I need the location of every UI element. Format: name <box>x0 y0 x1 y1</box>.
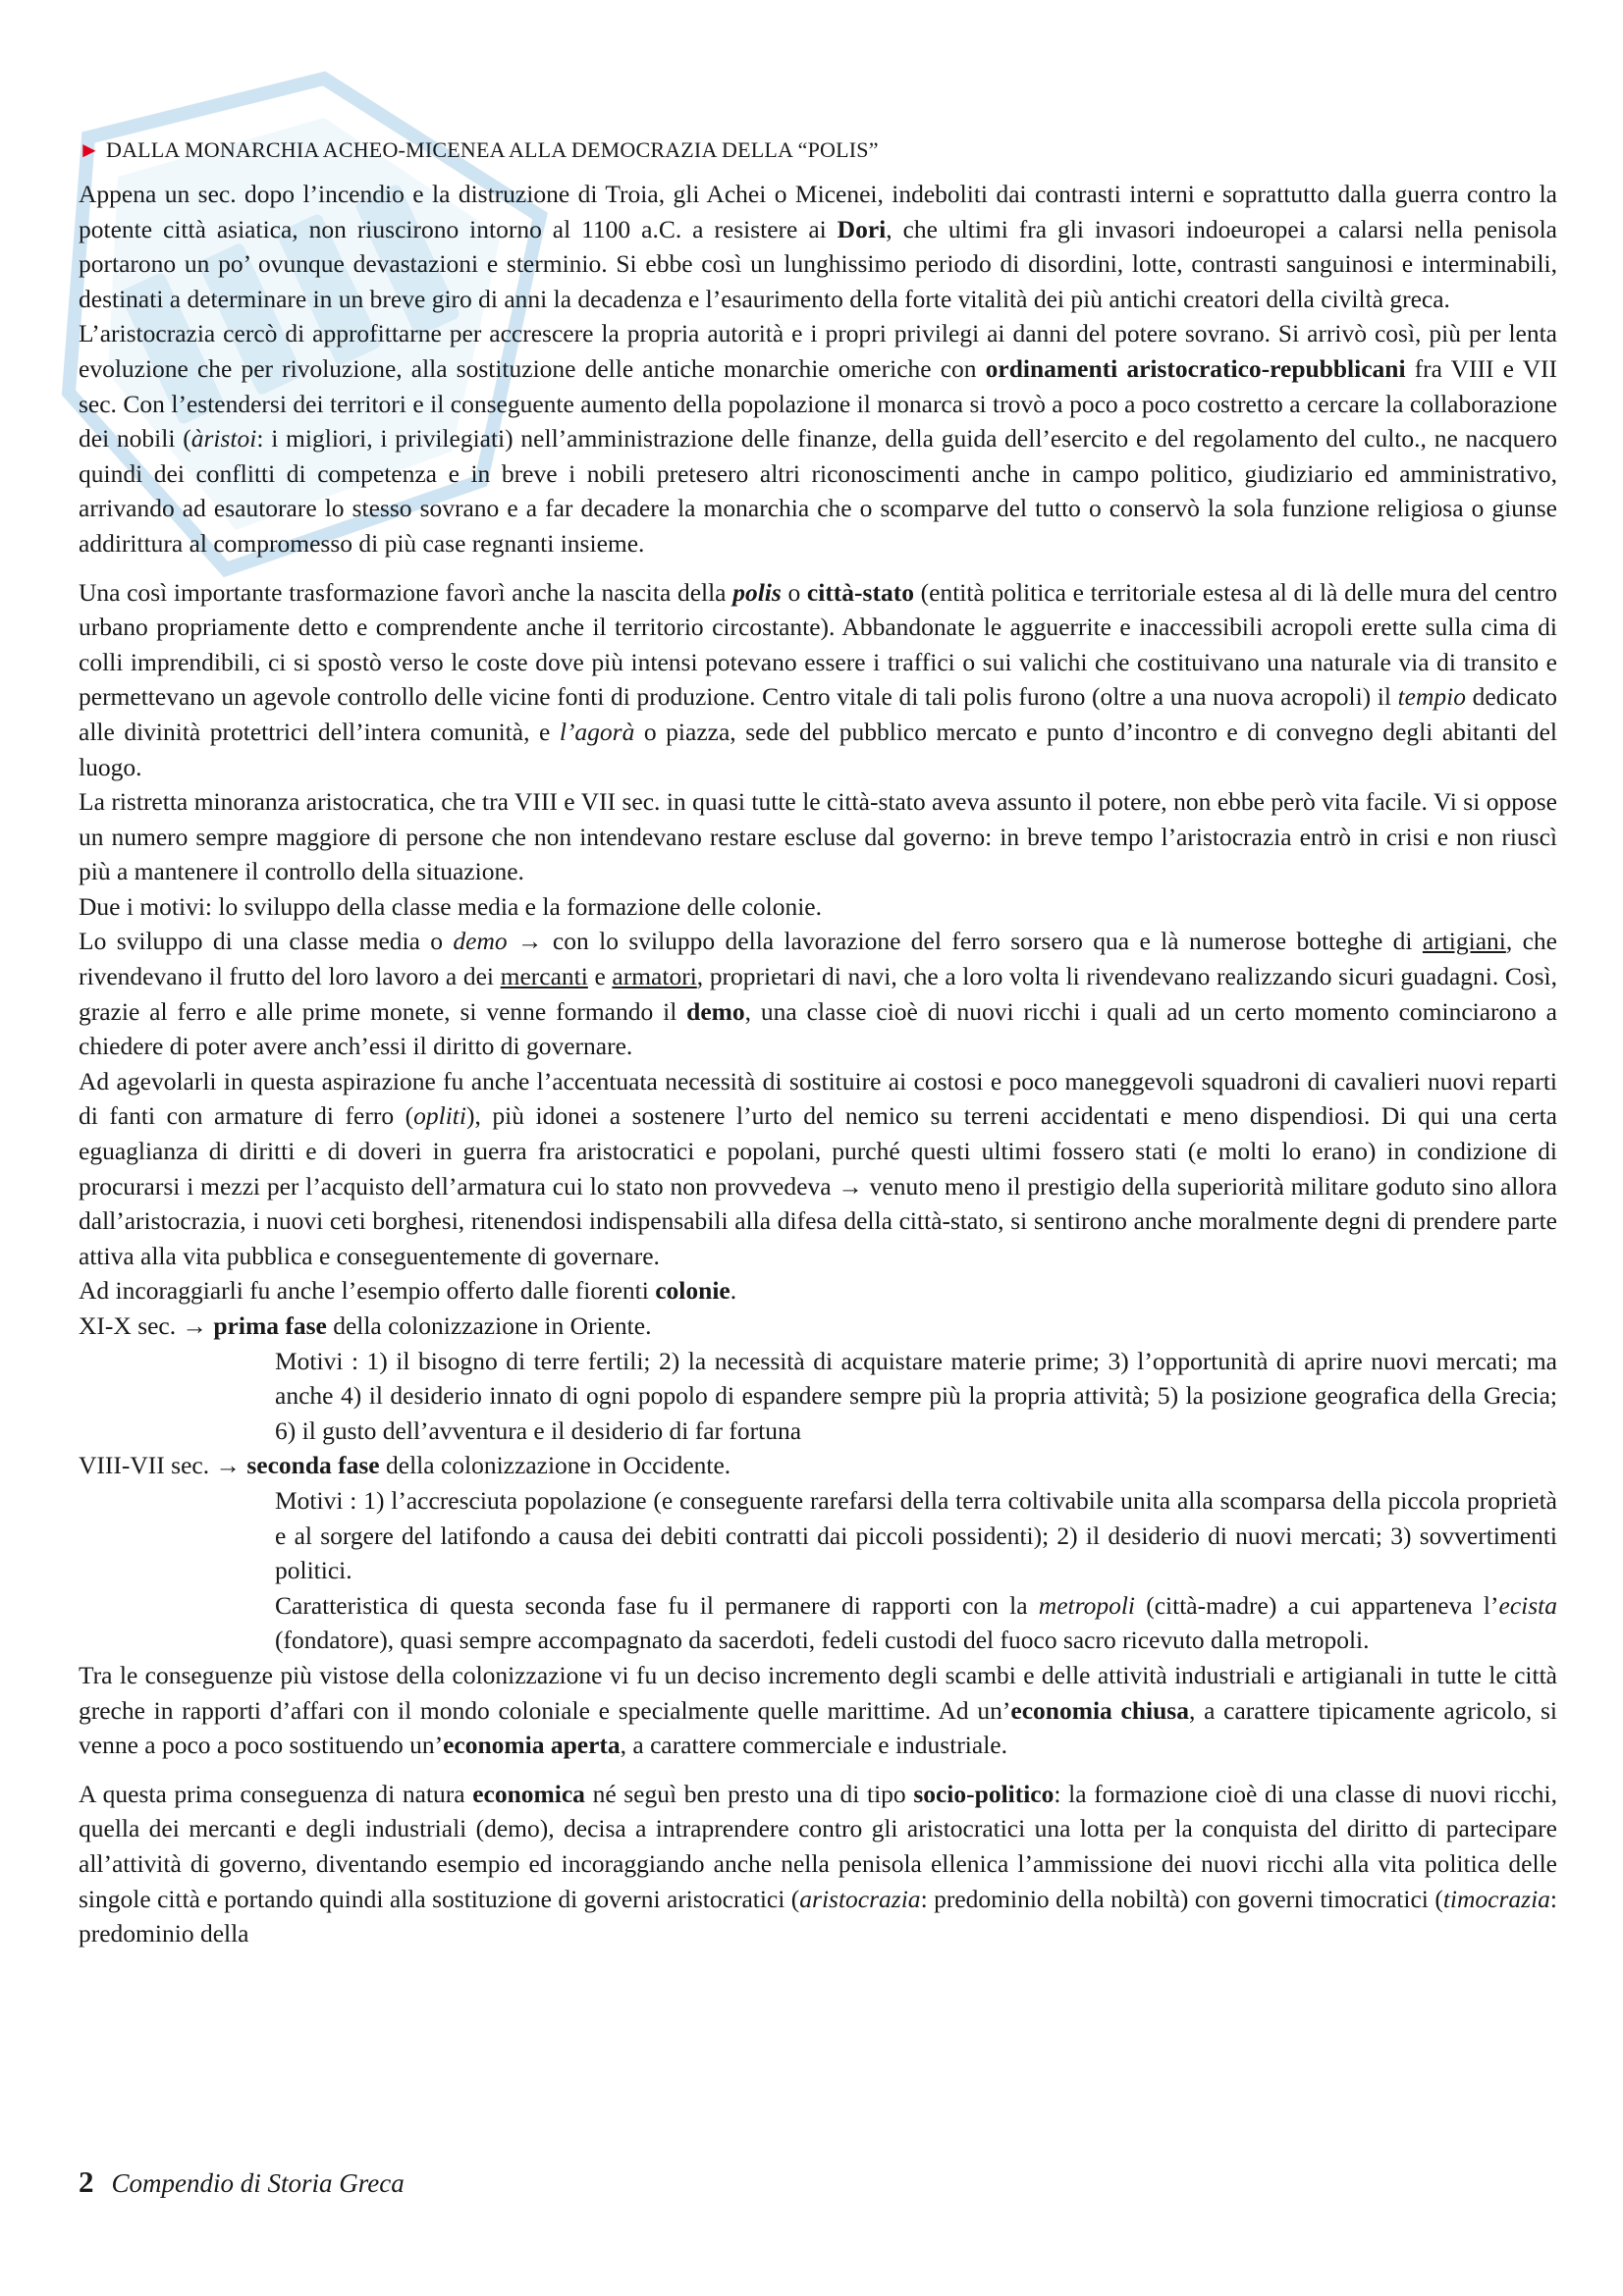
section-heading-text: DALLA MONARCHIA ACHEO-MICENEA ALLA DEMOCRAZIA DELLA “POLIS” <box>105 137 879 162</box>
term-citta-stato: città-stato <box>806 577 914 607</box>
term-opliti: opliti <box>413 1101 466 1131</box>
paragraph-motivi: Due i motivi: lo sviluppo della classe media e la formazione delle colonie. <box>79 891 822 921</box>
paragraph-minoranza: La ristretta minoranza aristocratica, che tra VIII e VII sec. in quasi tutte le città-stato aveva assunto il potere, non ebbe però vita facile. Vi si oppose un numero sempre maggiore di persone che non intendevano restare escluse dal governo: in breve tempo l’aristocrazia entrò in crisi e non riuscì più a mantenere il controllo della situazione. <box>79 787 1557 886</box>
page-footer <box>79 2164 405 2200</box>
paragraph-conseguenze: Tra le conseguenze più vistose della colonizzazione vi fu un deciso incremento degli scambi e delle attività industriali e artigianali in tutte le città greche in rapporti d’affari con il mondo coloniale e specialmente quelle marittime. Ad un’economia chiusa, a carattere tipicamente agricolo, si venne a poco a poco sostituendo un’economia aperta, a carattere commerciale e industriale. <box>79 1660 1557 1760</box>
paragraph-aristocrazia: L’aristocrazia cercò di approfittarne per accrescere la propria autorità e i propri privilegi ai danni del potere sovrano. Si arrivò così, più per lenta evoluzione che per rivoluzione, alla sostituzione delle antiche monarchie omeriche con ordinamenti aristocratico-repubblicani fra VIII e VII sec. Con l’estendersi dei territori e il conseguente aumento della popolazione il monarca si trovò a poco a poco costretto a cercare la collaborazione dei nobili (àristoi: i migliori, i privilegiati) nell’amministrazione delle finanze, della guida dell’esercito e del regolamento del culto., ne nacquero quindi dei conflitti di competenza e in breve i nobili pretesero altri riconoscimenti anche in campo politico, giudiziario ed amministrativo, arrivando ad esautorare lo stesso sovrano e a far decadere la monarchia che o scomparve del tutto o conservò la sola funzione religiosa o giunse addirittura al compromesso di più case regnanti insieme. <box>79 319 1557 558</box>
term-dori: Dori <box>837 214 887 243</box>
paragraph-colonie: Ad incoraggiarli fu anche l’esempio offerto dalle fiorenti colonie. <box>79 1276 737 1306</box>
term-armatori: armatori <box>612 962 697 991</box>
phase-two-title: VIII-VII sec. → seconda fase della colonizzazione in Occidente. <box>79 1451 731 1480</box>
phase-one-title: XI-X sec. → prima fase della colonizzazione in Oriente. <box>79 1311 652 1340</box>
paragraph-polis: Una così importante trasformazione favorì anche la nascita della polis o città-stato (entità politica e territoriale estesa al di là delle mura del centro urbano propriamente detto e comprendente anche il territorio circostante). Abbandonate le agguerrite e inaccessibili acropoli erette sulla cima di colli imprendibili, ci si spostò verso le coste dove più intensi potevano essere i traffici o sui valichi che costituivano una naturale via di transito e permettevano un agevole controllo delle vicine fonti di produzione. Centro vitale di tali polis furono (oltre a una nuova acropoli) il tempio dedicato alle divinità protettrici dell’intera comunità, e l’agorà o piazza, sede del pubblico mercato e punto d’incontro e di convegno degli abitanti del luogo. <box>79 577 1558 781</box>
term-tempio: tempio <box>1397 682 1466 712</box>
term-agora: l’agorà <box>559 717 635 746</box>
term-ordinamenti: ordinamenti aristocratico-repubblicani <box>985 353 1406 383</box>
paragraph-opliti: Ad agevolarli in questa aspirazione fu anche l’accentuata necessità di sostituire ai costosi e poco maneggevoli squadroni di cavalieri nuovi reparti di fanti con armature di ferro (opliti), più idonei a sostenere l’urto del nemico su terreni accidentati e meno dispendiosi. Di qui una certa eguaglianza di diritti e di doveri in guerra fra aristocratici e popolani, purché questi ultimi fossero stati (e molti lo erano) in condizione di procurarsi i mezzi per l’acquisto dell’armatura cui lo stato non provvedeva → venuto meno il prestigio della superiorità militare goduto sino allora dall’aristocrazia, i nuovi ceti borghesi, ritenendosi indispensabili alla difesa della città-stato, si sentirono anche moralmente degni di prendere parte attiva alla vita pubblica e conseguentemente di governare. <box>79 1066 1557 1270</box>
document-page <box>79 135 1557 1951</box>
term-aristoi: àristoi <box>190 424 257 454</box>
triangle-bullet-icon: ► <box>79 137 100 162</box>
paragraph-socio-politico: A questa prima conseguenza di natura economica né seguì ben presto una di tipo socio-politico: la formazione cioè di una classe di nuovi ricchi, quella dei mercanti e degli industriali (demo), decisa a intraprendere contro gli aristocratici una lotta per la conquista del diritto di partecipare all’attività di governo, diventando esempio ed incoraggiando anche nella penisola ellenica l’ammissione dei nuovi ricchi alla vita politica delle singole città e portando quindi alla sostituzione di governi aristocratici (aristocrazia: predominio della nobiltà) con governi timocratici (timocrazia: predominio della <box>79 1779 1557 1949</box>
page-number: 2 <box>79 2164 94 2199</box>
term-demo: demo <box>686 996 745 1026</box>
term-economia-aperta: economia aperta <box>443 1731 621 1760</box>
section-heading <box>79 135 1557 165</box>
term-artigiani: artigiani <box>1422 927 1506 956</box>
term-polis: polis <box>732 577 782 607</box>
term-colonie: colonie <box>655 1276 730 1306</box>
phase-two-motivi: Motivi : 1) l’accresciuta popolazione (e conseguente rarefarsi della terra coltivabile unita alla scomparsa della piccola proprietà e al sorgere del latifondo a causa dei debiti contratti dai piccoli possidenti); 2) il desiderio di nuovi mercati; 3) sovvertimenti politici. <box>275 1485 1557 1585</box>
phase-two-caratteristica: Caratteristica di questa seconda fase fu il permanere di rapporti con la metropoli (città-madre) a cui apparteneva l’ecista (fondatore), quasi sempre accompagnato da sacerdoti, fedeli custodi del fuoco sacro ricevuto dalla metropoli. <box>275 1590 1557 1655</box>
paragraph-dori: Appena un sec. dopo l’incendio e la distruzione di Troia, gli Achei o Micenei, indeboliti dai contrasti interni e soprattutto dalla guerra contro la potente città asiatica, non riuscirono intorno al 1100 a.C. a resistere ai Dori, che ultimi fra gli invasori indoeuropei a calarsi nella penisola portarono un po’ ovunque devastazioni e sterminio. Si ebbe così un lunghissimo periodo di disordini, lotte, contrasti sanguinosi e interminabili, destinati a determinare in un breve giro di anni la decadenza e l’esaurimento della forte vitalità dei più antichi creatori della civiltà greca. <box>79 180 1557 313</box>
term-mercanti: mercanti <box>500 962 588 991</box>
term-economia-chiusa: economia chiusa <box>1010 1695 1189 1725</box>
paragraph-classe-media: Lo sviluppo di una classe media o demo → con lo sviluppo della lavorazione del ferro sorsero qua e là numerose botteghe di artigiani, che rivendevano il frutto del loro lavoro a dei mercanti e armatori, proprietari di navi, che a loro volta li rivendevano realizzando sicuri guadagni. Così, grazie al ferro e alle prime monete, si venne formando il demo, una classe cioè di nuovi ricchi i quali ad un certo momento cominciarono a chiedere di poter avere anch’essi il diritto di governare. <box>79 927 1558 1061</box>
book-title: Compendio di Storia Greca <box>111 2168 405 2198</box>
phase-one-motivi: Motivi : 1) il bisogno di terre fertili; 2) la necessità di acquistare materie prime; 3) l’opportunità di aprire nuovi mercati; ma anche 4) il desiderio innato di ogni popolo di espandere sempre più la propria attività; 5) la posizione geografica della Grecia; 6) il gusto dell’avventura e il desiderio di far fortuna <box>275 1346 1557 1445</box>
